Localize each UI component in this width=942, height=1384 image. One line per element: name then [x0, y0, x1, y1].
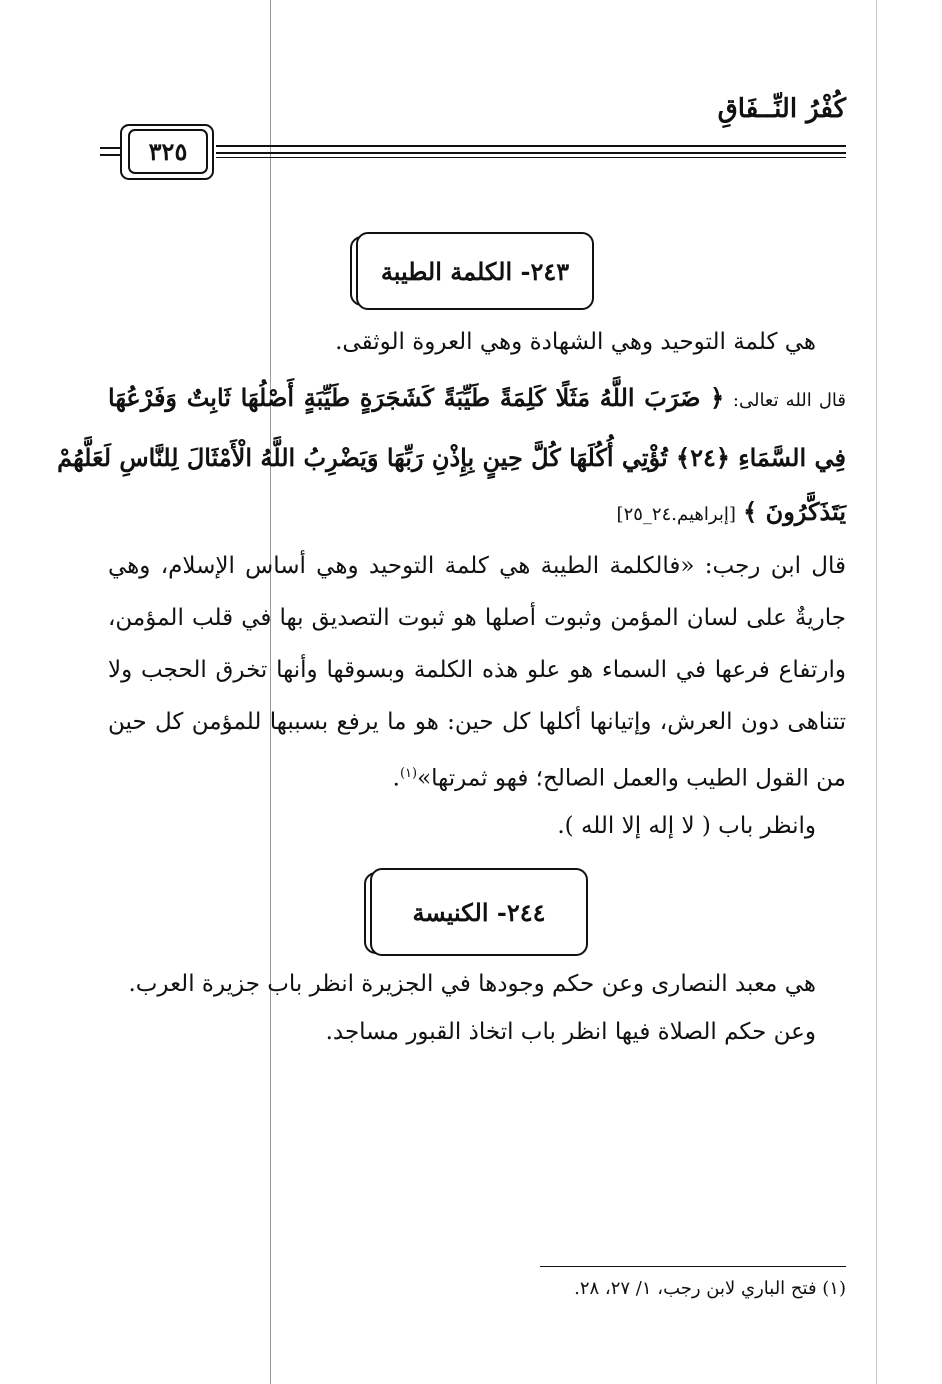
verse-line-1	[108, 372, 846, 427]
footnote: (١) فتح الباري لابن رجب، ١/ ٢٧، ٢٨.	[574, 1278, 846, 1299]
quote-period: .	[392, 765, 400, 792]
header-rule-left	[100, 154, 120, 156]
church-text-line: هي معبد النصارى وعن حكم وجودها في الجزيرة انظر باب جزيرة العرب.	[128, 971, 816, 997]
verse-citation: [إبراهيم.٢٤_٢٥]	[616, 504, 736, 525]
quote-text: من القول الطيب والعمل الصالح؛ فهو ثمرتها»	[417, 765, 846, 792]
section-heading-243: ٢٤٣- الكلمة الطيبة	[356, 232, 594, 310]
quote-line: جاريةٌ على لسان المؤمن وثبوت أصلها هو ثبوت التصديق بها في قلب المؤمن،	[108, 605, 846, 631]
quote-last-line	[393, 748, 846, 805]
verse-text: ﴿ ضَرَبَ اللَّهُ مَثَلًا كَلِمَةً طَيِّبَةً كَشَجَرَةٍ طَيِّبَةٍ أَصْلُهَا ثَابِتٌ وَفَرْعُهَا	[108, 383, 725, 412]
footnote-rule	[540, 1266, 846, 1267]
section-heading-244: ٢٤٤- الكنيسة	[370, 868, 588, 956]
header-rule-left	[100, 147, 120, 149]
header-rule	[216, 145, 846, 147]
verse-intro: قال الله تعالى:	[732, 390, 847, 411]
scan-edge-line	[876, 0, 877, 1384]
verse-line-2: فِي السَّمَاءِ ﴿٢٤﴾ تُؤْتِي أُكُلَهَا كُلَّ حِينٍ بِإِذْنِ رَبِّهَا وَيَضْرِبُ اللَّهُ الْأَمْثَالَ لِلنَّاسِ لَعَلَّهُمْ	[57, 443, 846, 472]
page-number: ٣٢٥	[128, 129, 208, 174]
verse-text: يَتَذَكَّرُونَ ﴾	[743, 497, 846, 526]
quote-line: وارتفاع فرعها في السماء هو علو هذه الكلمة وبسوقها وأنها تخرق الحجب ولا	[108, 657, 846, 683]
header-rule	[216, 152, 846, 154]
footnote-marker: (١)	[399, 766, 418, 781]
header-rule	[216, 157, 846, 158]
quote-line: قال ابن رجب: «فالكلمة الطيبة هي كلمة التوحيد وهي أساس الإسلام، وهي	[108, 553, 846, 579]
see-also-text: وانظر باب ( لا إله إلا الله ).	[557, 813, 816, 839]
church-text-line: وعن حكم الصلاة فيها انظر باب اتخاذ القبور مساجد.	[325, 1019, 816, 1045]
definition-text: هي كلمة التوحيد وهي الشهادة وهي العروة الوثقى.	[335, 329, 816, 355]
running-title: كُفْرُ النِّــفَاقِ	[717, 94, 846, 124]
quote-line: تتناهى دون العرش، وإتيانها أكلها كل حين: هو ما يرفع بسببها للمؤمن كل حين	[108, 709, 846, 735]
verse-line-3	[617, 486, 846, 541]
